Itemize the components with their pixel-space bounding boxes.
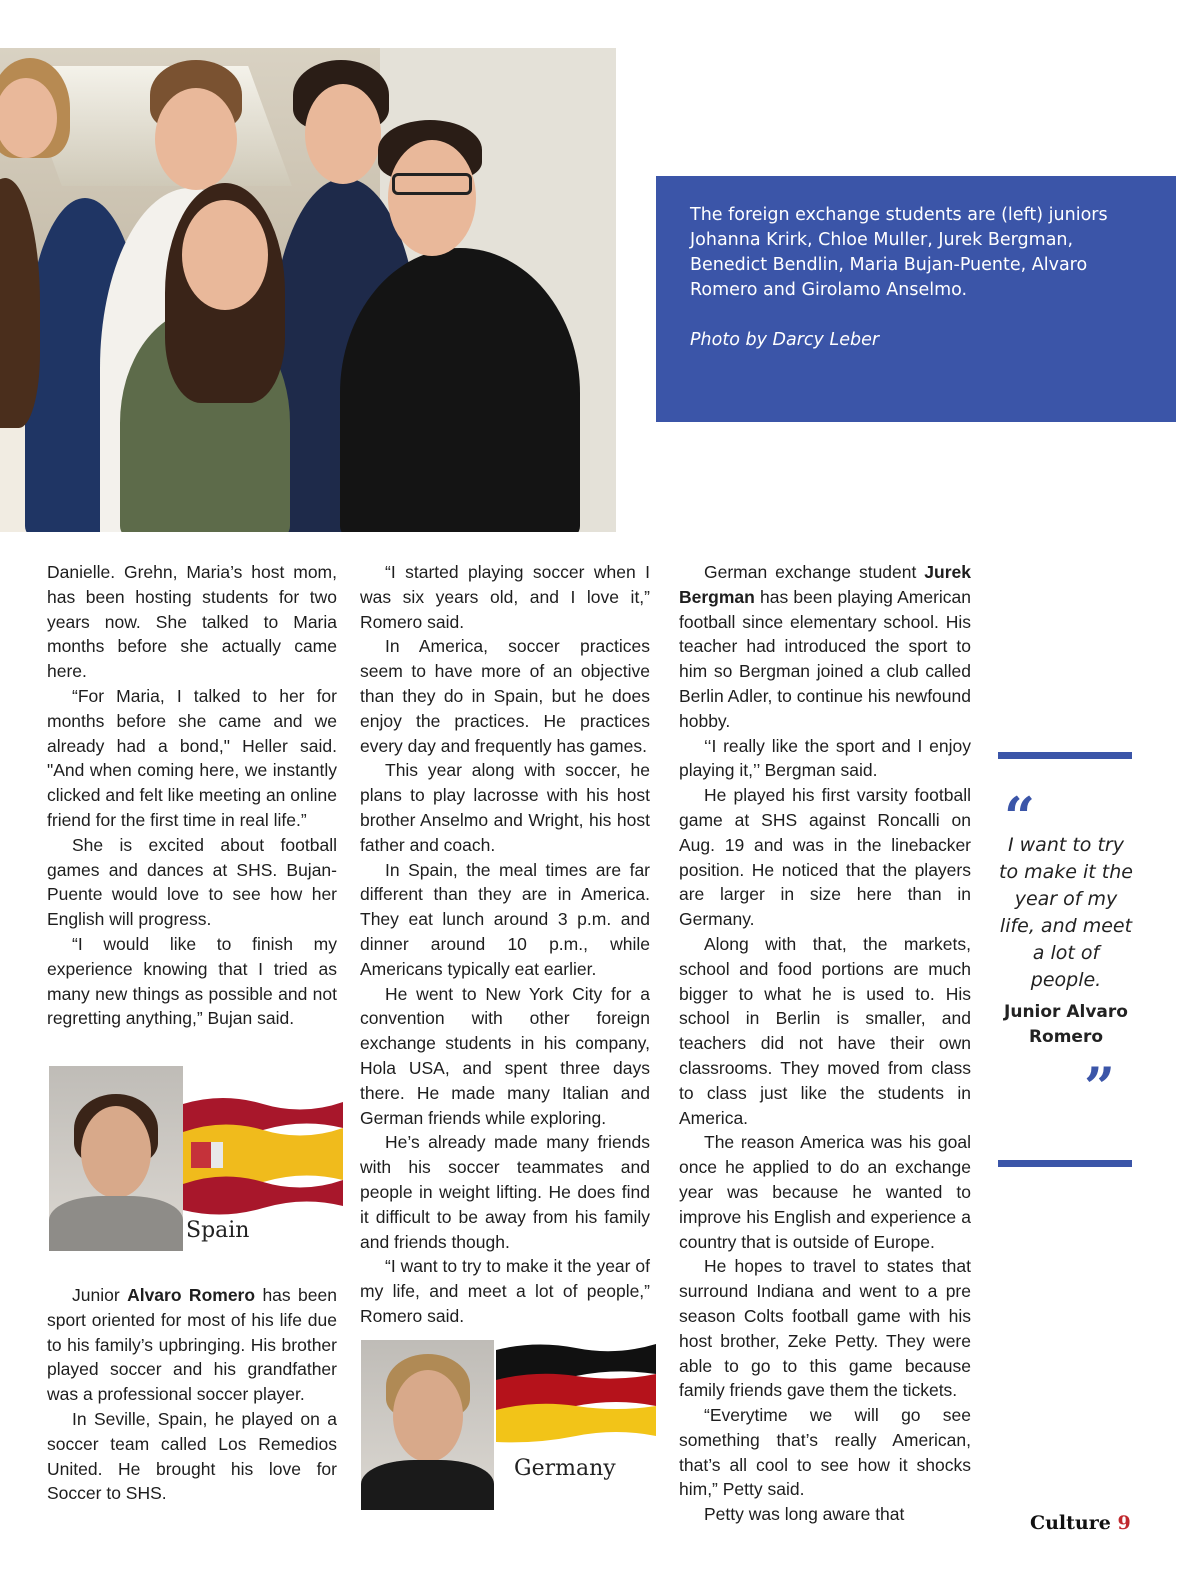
paragraph: In America, soccer practices seem to have more of an objective than they do in Spain, but he does enjoy the practices. He practices every day and frequently has games.	[360, 636, 650, 756]
pullquote-bottom-rule	[998, 1160, 1132, 1167]
name-jurek-bergman: Jurek Bergman	[679, 562, 971, 607]
name-alvaro-romero: Alvaro Romero	[127, 1285, 256, 1305]
paragraph: He’s already made many friends with his soccer teammates and people in weight lifting. He does find it difficult to be away from his family and friends though.	[360, 1132, 650, 1252]
article-column-1	[47, 560, 337, 1031]
paragraph: “I started playing soccer when I was six years old, and I love it,” Romero said.	[360, 562, 650, 632]
article-column-2	[360, 560, 650, 1329]
germany-flag-icon	[496, 1340, 656, 1450]
paragraph: He went to New York City for a convention with other foreign exchange students in his company, Hola USA, and spent three days there. He made many Italian and German friends while exploring.	[360, 983, 650, 1128]
paragraph: The reason America was his goal once he applied to do an exchange year was because he wanted to improve his English and experience a country that is outside of Europe.	[679, 1132, 971, 1252]
paragraph: She is excited about football games and dances at SHS. Bujan-Puente would love to see how her English will progress.	[47, 834, 337, 930]
photo-caption	[656, 176, 1176, 422]
spain-label: Spain	[186, 1218, 250, 1243]
paragraph: German exchange student Jurek Bergman has been playing American football since elementary school. His teacher had introduced the sport to him so Bergman joined a club called Berlin Adler, to continue his newfound hobby.	[679, 562, 971, 731]
section-name: Culture	[1030, 1512, 1111, 1534]
paragraph: Along with that, the markets, school and food portions are much bigger to what he is used to. His school in Berlin is smaller, and teachers did not have their own classrooms. They moved from class to class just like the students in America.	[679, 933, 971, 1128]
article-column-1-continued	[47, 1283, 337, 1506]
open-quote-icon: “	[1004, 785, 1036, 849]
paragraph: “I want to try to make it the year of my life, and meet a lot of people,” Romero said.	[360, 1256, 650, 1326]
page-number: 9	[1117, 1512, 1131, 1534]
paragraph: He played his first varsity football game at SHS against Roncalli on Aug. 19 and was in the linebacker position. He noticed that the players are larger in size here than in Germany.	[679, 785, 971, 930]
paragraph: “Everytime we will go see something that’s really American, that’s all cool to see how it shocks him,” Petty said.	[679, 1405, 971, 1500]
paragraph: Junior Alvaro Romero has been sport oriented for most of his life due to his family’s upbringing. His brother played soccer and his grandfather was a professional soccer player.	[47, 1285, 337, 1405]
spain-flag-icon	[183, 1092, 343, 1220]
paragraph: In Spain, the meal times are far different than they are in America. They eat lunch around 3 p.m. and dinner around 10 p.m., while Americans typically eat earlier.	[360, 859, 650, 979]
paragraph: “I would like to finish my experience knowing that I tried as many new things as possible and not regretting anything,” Bujan said.	[47, 933, 337, 1029]
caption-text: The foreign exchange students are (left) juniors Johanna Krirk, Chloe Muller, Jurek Bergman, Benedict Bendlin, Maria Bujan-Puente, Alvaro Romero and Girolamo Anselmo.	[690, 205, 1108, 300]
group-photo	[0, 48, 616, 532]
pullquote-text: I want to try to make it the year of my life, and meet a lot of people.	[999, 834, 1133, 991]
portrait-maria	[49, 1066, 183, 1251]
photo-credit: Photo by Darcy Leber	[690, 330, 880, 350]
pullquote-top-rule	[998, 752, 1132, 759]
paragraph: “For Maria, I talked to her for months before she came and we already had a bond," Heller said. "And when coming here, we instantly clicked and felt like meeting an online friend for the first time in real life.”	[47, 685, 337, 830]
page-folio	[1030, 1512, 1131, 1534]
paragraph: Danielle. Grehn, Maria’s host mom, has been hosting students for two years now. She talked to Maria months before she actually came here.	[47, 562, 337, 682]
pullquote-attribution: Junior Alvaro Romero	[1004, 1002, 1128, 1047]
glasses-shape	[392, 173, 472, 195]
paragraph: ‘‘I really like the sport and I enjoy playing it,’’ Bergman said.	[679, 735, 971, 781]
portrait-jurek	[361, 1340, 494, 1510]
paragraph: In Seville, Spain, he played on a soccer team called Los Remedios United. He brought his love for Soccer to SHS.	[47, 1408, 337, 1504]
close-quote-icon: ”	[1084, 1055, 1116, 1119]
paragraph: This year along with soccer, he plans to play lacrosse with his host brother Anselmo and Wright, his host father and coach.	[360, 760, 650, 855]
article-column-3	[679, 560, 971, 1527]
paragraph: Petty was long aware that	[704, 1504, 905, 1525]
germany-label: Germany	[514, 1456, 616, 1481]
paragraph: He hopes to travel to states that surround Indiana and went to a pre season Colts football game with his host brother, Zeke Petty. They were able to go to this game because family friends gave them the tickets.	[679, 1256, 971, 1401]
